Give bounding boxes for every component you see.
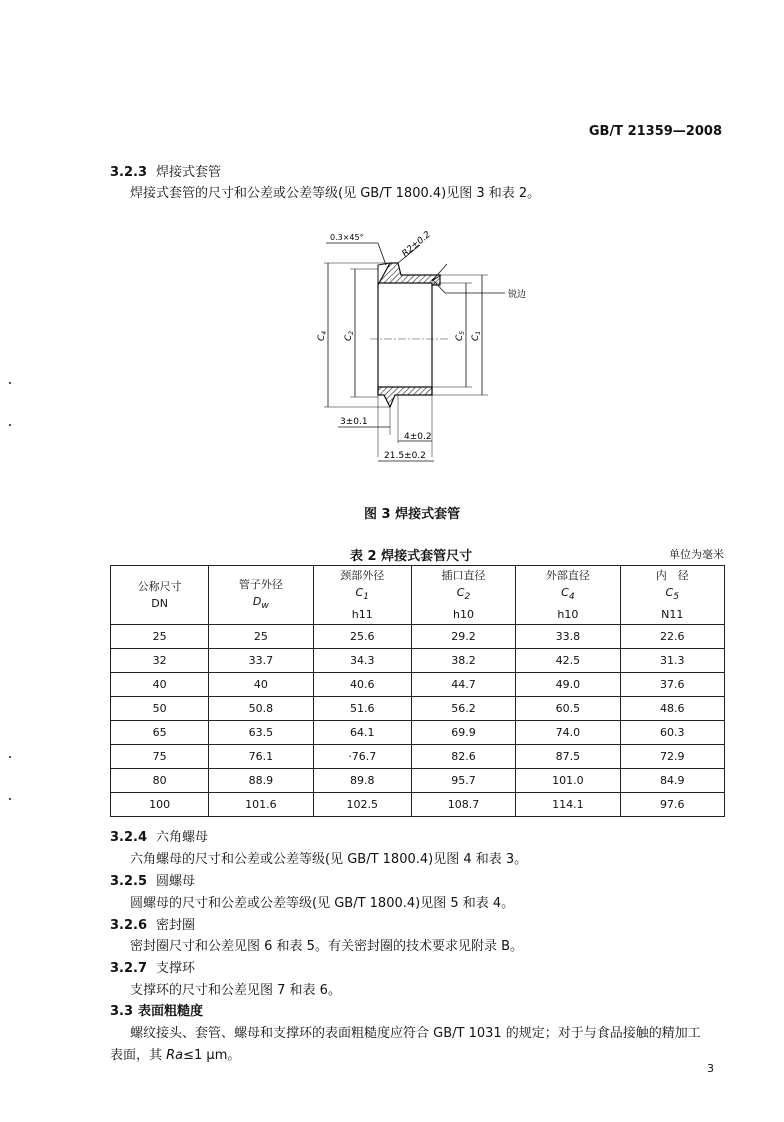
table-row: 65 63.5 64.1 69.9 74.0 60.3 [111, 721, 725, 745]
page-number: 3 [707, 1062, 714, 1075]
scan-mark [9, 756, 11, 758]
section-3-2-3-text: 焊接式套管的尺寸和公差或公差等级(见 GB/T 1800.4)见图 3 和表 2。 [130, 186, 541, 201]
table-row: 32 33.7 34.3 38.2 42.5 31.3 [111, 649, 725, 673]
svg-text:C1 [471, 331, 482, 341]
section-3-2-6-text: 密封圈尺寸和公差见图 6 和表 5。有关密封圈的技术要求见附录 B。 [130, 939, 523, 954]
header-dn: 公称尺寸 DN [111, 566, 209, 625]
header-c2: 插口直径 $C_2$ h10 [411, 566, 515, 625]
c2-label: C [344, 334, 354, 341]
section-3-2-7-heading: 3.2.7 支撑环 [110, 961, 196, 976]
c4-label-sub: 4 [321, 330, 328, 335]
section-3-2-6-heading: 3.2.6 密封圈 [110, 918, 196, 933]
c5-label-sub: 5 [459, 330, 466, 335]
header-c4: 外部直径 $C_4$ h10 [516, 566, 620, 625]
dim-21-label: 21.5±0.2 [384, 451, 426, 461]
svg-text:C4 [317, 331, 328, 341]
section-3-2-4-text: 六角螺母的尺寸和公差或公差等级(见 GB/T 1800.4)见图 4 和表 3。 [130, 852, 528, 867]
edge-label: 锐边 [508, 290, 527, 300]
table-unit: 单位为毫米 [669, 548, 724, 561]
header-c5: 内 径 $C_5$ N11 [620, 566, 724, 625]
table-caption: 表 2 焊接式套管尺寸 [350, 549, 473, 564]
svg-text:C5 [455, 331, 466, 341]
figure-caption: 图 3 焊接式套管 [364, 507, 461, 522]
c5-label: C [455, 334, 465, 341]
svg-text:C2 [344, 331, 355, 341]
c2-label-sub: 2 [348, 330, 355, 335]
table-row: 50 50.8 51.6 56.2 60.5 48.6 [111, 697, 725, 721]
table-row: 80 88.9 89.8 95.7 101.0 84.9 [111, 769, 725, 793]
header-c1: 颈部外径 $C_1$ h11 [313, 566, 411, 625]
section-3-3-heading: 3.3 表面粗糙度 [110, 1004, 204, 1019]
dim-3-label: 3±0.1 [340, 417, 368, 427]
section-3-2-7-text: 支撑环的尺寸和公差见图 7 和表 6。 [130, 983, 341, 998]
table-row: 40 40 40.6 44.7 49.0 37.6 [111, 673, 725, 697]
table-row: 100 101.6 102.5 108.7 114.1 97.6 [111, 793, 725, 817]
scan-mark [9, 382, 11, 384]
scan-mark [9, 798, 11, 800]
table-header-row [111, 566, 725, 625]
dim-4-label: 4±0.2 [404, 432, 432, 442]
header-dw: 管子外径 $D_w$ [209, 566, 313, 625]
table-row: 25 25 25.6 29.2 33.8 22.6 [111, 625, 725, 649]
standard-number: GB/T 21359—2008 [588, 124, 722, 139]
c4-label: C [317, 334, 327, 341]
dimension-table [110, 565, 725, 817]
table-row: 75 76.1 ·76.7 82.6 87.5 72.9 [111, 745, 725, 769]
section-3-3-text-line1: 螺纹接头、套管、螺母和支撑环的表面粗糙度应符合 GB/T 1031 的规定；对于与食品接触的精加工 [130, 1026, 701, 1041]
c1-label: C [471, 334, 481, 341]
chamfer-label: 0.3×45° [330, 233, 364, 242]
section-3-2-5-text: 圆螺母的尺寸和公差或公差等级(见 GB/T 1800.4)见图 5 和表 4。 [130, 896, 515, 911]
section-3-2-5-heading: 3.2.5 圆螺母 [110, 874, 196, 889]
section-3-3-text-line2: 表面，其 Ra≤1 μm。 [110, 1048, 241, 1063]
scan-mark [9, 424, 11, 426]
figure-3-drawing [300, 225, 540, 470]
c1-label-sub: 1 [475, 330, 482, 335]
radius-label: R2±0.2 [400, 229, 433, 260]
section-3-2-4-heading: 3.2.4 六角螺母 [110, 830, 209, 845]
section-3-2-3-heading: 3.2.3 焊接式套管 [110, 165, 222, 180]
